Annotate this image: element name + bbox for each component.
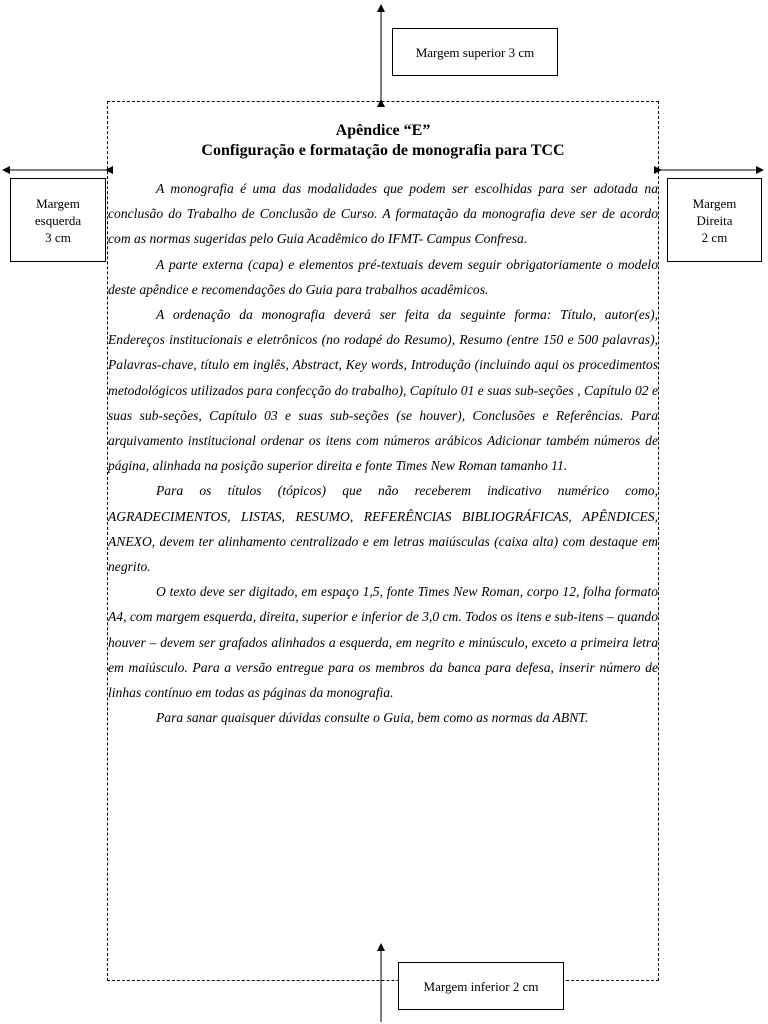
right-margin-label — [667, 178, 762, 262]
paragraph-5: O texto deve ser digitado, em espaço 1,5, fonte Times New Roman, corpo 12, folha formato A4, com margem esquerda, direita, superior e inferior de 3,0 cm. Todos os itens e sub-itens – quando houver – devem ser grafados alinhados a esquerda, em negrito e minúsculo, exceto a primeira letra em maiúsculo. Para a versão entregue para os membros da banca para defesa, inserir número de linhas contínuo em todas as páginas da monografia. — [108, 584, 659, 701]
paragraph-6: Para sanar quaisquer dúvidas consulte o Guia, bem como as normas da ABNT. — [156, 710, 589, 726]
left-margin-text: Margem esquerda 3 cm — [34, 195, 82, 245]
left-margin-label — [10, 178, 106, 262]
document-body — [108, 176, 658, 730]
top-margin-label — [392, 28, 558, 76]
paragraph-4: Para os títulos (tópicos) que não receberem indicativo numérico como, AGRADECIMENTOS, LISTAS, RESUMO, REFERÊNCIAS BIBLIOGRÁFICAS, APÊNDICES, ANEXO, devem ter alinhamento centralizado e em letras maiúsculas (caixa alta) com destaque em negrito. — [108, 483, 658, 575]
document-title: Configuração e formatação de monografia para TCC — [201, 142, 565, 159]
bottom-margin-label — [398, 962, 564, 1010]
appendix-title: Apêndice “E” — [335, 122, 431, 139]
document-content — [108, 121, 658, 730]
paragraph-2: A parte externa (capa) e elementos pré-textuais devem seguir obrigatoriamente o modelo deste apêndice e recomendações do Guia para trabalhos acadêmicos. — [108, 256, 658, 297]
right-margin-text: Margem Direita 2 cm — [692, 195, 737, 245]
top-margin-text: Margem superior 3 cm — [415, 44, 535, 60]
paragraph-3: A ordenação da monografia deverá ser feita da seguinte forma: Título, autor(es), Endereços institucionais e eletrônicos (no rodapé do Resumo), Resumo (entre 150 e 500 palavras), Palavras-chave, título em inglês, Abstract, Key words, Introdução (incluindo aqui os procedimentos metodológicos utilizados para confecção do trabalho), Capítulo 01 e suas sub-seções , Capítulo 02 e suas sub-seções, Capítulo 03 e suas sub-seções (se houver), Conclusões e Referências. Para arquivamento institucional ordenar os itens com números arábicos Adicionar também números de página, alinhada na posição superior direita e fonte Times New Roman tamanho 11. — [108, 307, 658, 474]
bottom-margin-text: Margem inferior 2 cm — [423, 978, 539, 994]
paragraph-1: A monografia é uma das modalidades que podem ser escolhidas para ser adotada na conclusão do Trabalho de Conclusão de Curso. A formatação da monografia deve ser de acordo com as normas sugeridas pelo Guia Acadêmico do IFMT- Campus Confresa. — [108, 181, 658, 247]
